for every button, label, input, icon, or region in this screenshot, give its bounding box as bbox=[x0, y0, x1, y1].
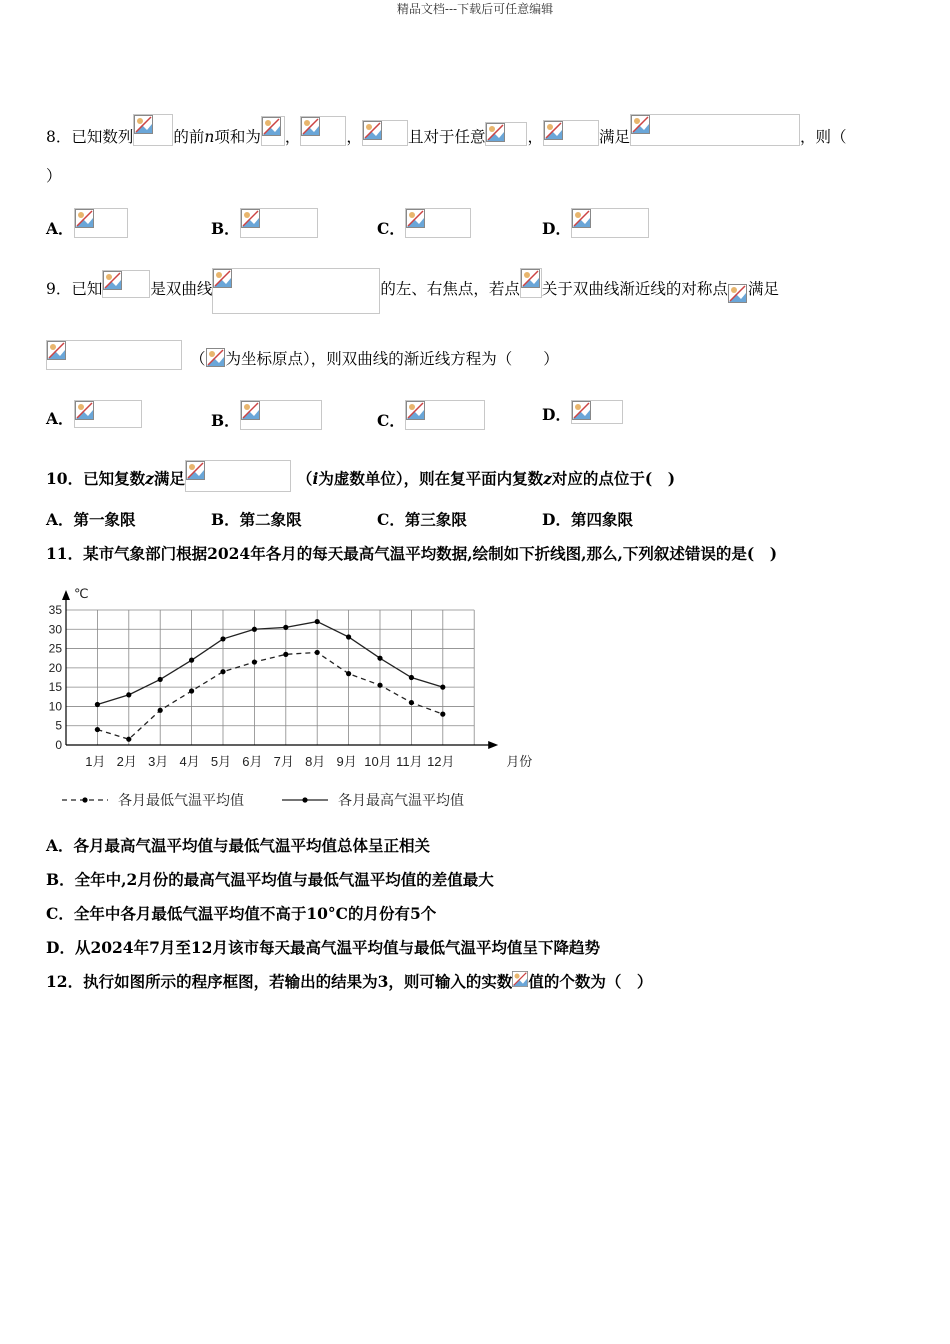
data-point-min bbox=[220, 669, 225, 674]
data-point-min bbox=[126, 737, 131, 742]
y-tick-label: 10 bbox=[48, 699, 62, 714]
q8-option-b: B． bbox=[211, 208, 318, 239]
formula-image bbox=[240, 400, 322, 430]
broken-image-icon bbox=[103, 271, 122, 290]
page-header: 精品文档---下载后可任意编辑 bbox=[396, 2, 554, 16]
chart-series bbox=[95, 619, 446, 742]
data-point-max bbox=[315, 619, 320, 624]
broken-image-icon bbox=[486, 123, 505, 142]
q10-option-a: A．第一象限 bbox=[46, 510, 136, 529]
data-point-max bbox=[220, 636, 225, 641]
x-tick-label: 5月 bbox=[210, 754, 232, 769]
y-tick-label: 30 bbox=[48, 622, 62, 637]
broken-image-icon bbox=[572, 401, 591, 420]
x-tick-label: 8月 bbox=[305, 754, 326, 769]
q9-option-b: B． bbox=[211, 400, 322, 431]
legend-marker bbox=[302, 797, 307, 802]
formula-image bbox=[74, 400, 142, 428]
q9-line1: 9．已知 是双曲线 的左、右焦点，若点 关于双曲线渐近线的对称点 满足 bbox=[46, 268, 779, 314]
broken-image-icon bbox=[186, 461, 205, 480]
broken-image-icon bbox=[544, 121, 563, 140]
x-tick-label: 6月 bbox=[242, 754, 263, 769]
x-tick-label: 4月 bbox=[179, 754, 200, 769]
y-unit-label: ℃ bbox=[74, 586, 89, 601]
formula-image bbox=[630, 114, 800, 146]
x-axis-arrow bbox=[488, 741, 498, 749]
formula-image bbox=[405, 400, 485, 430]
chart-ticks bbox=[49, 586, 533, 769]
broken-image-icon bbox=[47, 341, 66, 360]
q12-stem: 12．执行如图所示的程序框图，若输出的结果为3，则可输入的实数 值的个数为（ ） bbox=[46, 972, 653, 991]
data-point-min bbox=[95, 727, 100, 732]
temperature-line-chart bbox=[40, 584, 540, 816]
data-point-min bbox=[377, 683, 382, 688]
q9-option-c: C． bbox=[377, 400, 485, 431]
formula-image bbox=[728, 284, 748, 306]
broken-image-icon bbox=[572, 209, 591, 228]
broken-image-icon bbox=[363, 121, 382, 140]
data-point-min bbox=[440, 712, 445, 717]
broken-image-icon bbox=[75, 401, 94, 420]
x-tick-label: 12月 bbox=[427, 754, 455, 769]
data-point-min bbox=[283, 652, 288, 657]
broken-image-icon bbox=[521, 269, 540, 288]
data-point-min bbox=[189, 688, 194, 693]
q10-option-d: D．第四象限 bbox=[542, 510, 633, 529]
formula-image bbox=[543, 120, 599, 146]
formula-image bbox=[405, 208, 471, 238]
q9-option-d: D． bbox=[542, 400, 623, 425]
legend-marker bbox=[82, 797, 87, 802]
q11-option-a: A．各月最高气温平均值与最低气温平均值总体呈正相关 bbox=[46, 836, 431, 855]
broken-image-icon bbox=[213, 269, 232, 288]
q11-stem: 11．某市气象部门根据2024年各月的每天最高气温平均数据,绘制如下折线图,那么,下列叙述错误的是( ) bbox=[46, 544, 778, 563]
data-point-min bbox=[409, 700, 414, 705]
y-tick-label: 5 bbox=[55, 718, 62, 733]
legend-label: 各月最低气温平均值 bbox=[118, 792, 244, 808]
formula-image bbox=[133, 114, 173, 146]
data-point-max bbox=[95, 702, 100, 707]
formula-image bbox=[185, 460, 291, 492]
y-tick-label: 25 bbox=[48, 641, 62, 656]
broken-image-icon bbox=[631, 115, 650, 134]
data-point-max bbox=[158, 677, 163, 682]
q11-option-c: C．全年中各月最低气温平均值不高于10°C的月份有5个 bbox=[46, 904, 437, 923]
data-point-max bbox=[126, 692, 131, 697]
data-point-max bbox=[377, 656, 382, 661]
x-axis-label: 月份 bbox=[506, 754, 533, 769]
formula-image bbox=[485, 122, 527, 146]
broken-image-icon bbox=[301, 117, 320, 136]
x-tick-label: 3月 bbox=[148, 754, 169, 769]
data-point-max bbox=[252, 627, 257, 632]
broken-image-icon bbox=[406, 401, 425, 420]
data-point-max bbox=[440, 685, 445, 690]
y-tick-label: 35 bbox=[48, 603, 62, 617]
q11-option-d: D．从2024年7月至12月该市每天最高气温平均值与最低气温平均值呈下降趋势 bbox=[46, 938, 600, 957]
broken-image-icon bbox=[75, 209, 94, 228]
q10-option-c: C．第三象限 bbox=[377, 510, 467, 529]
broken-image-icon bbox=[206, 348, 225, 367]
formula-image bbox=[571, 400, 623, 424]
formula-image bbox=[571, 208, 649, 238]
broken-image-icon bbox=[241, 401, 260, 420]
broken-image-icon bbox=[512, 971, 528, 987]
x-tick-label: 11月 bbox=[396, 754, 423, 769]
x-tick-label: 2月 bbox=[116, 754, 137, 769]
x-tick-label: 1月 bbox=[85, 754, 106, 769]
q9-option-a: A． bbox=[46, 400, 142, 429]
q10-option-b: B．第二象限 bbox=[211, 510, 302, 529]
formula-image bbox=[300, 116, 346, 146]
q10-line: 10．已知复数z满足 （i为虚数单位），则在复平面内复数z对应的点位于( ) bbox=[46, 460, 675, 492]
x-tick-label: 10月 bbox=[364, 754, 392, 769]
y-tick-label: 20 bbox=[48, 660, 62, 675]
chart-legend bbox=[62, 792, 464, 808]
formula-image bbox=[74, 208, 128, 238]
data-point-max bbox=[189, 658, 194, 663]
data-point-max bbox=[409, 675, 414, 680]
legend-label: 各月最高气温平均值 bbox=[338, 792, 464, 808]
formula-image bbox=[46, 340, 182, 370]
y-axis-arrow bbox=[62, 590, 70, 600]
data-point-min bbox=[346, 671, 351, 676]
data-point-min bbox=[315, 650, 320, 655]
formula-image bbox=[512, 971, 528, 991]
broken-image-icon bbox=[241, 209, 260, 228]
formula-image bbox=[102, 270, 150, 298]
formula-image bbox=[212, 268, 380, 314]
q8-option-d: D． bbox=[542, 208, 649, 239]
y-tick-label: 0 bbox=[55, 738, 62, 752]
broken-image-icon bbox=[406, 209, 425, 228]
formula-image bbox=[362, 120, 408, 146]
q9-line2: （ 为坐标原点），则双曲线的渐近线方程为（ ） bbox=[46, 340, 559, 370]
q8-option-c: C． bbox=[377, 208, 471, 239]
x-tick-label: 9月 bbox=[336, 754, 357, 769]
broken-image-icon bbox=[262, 117, 281, 136]
broken-image-icon bbox=[134, 115, 153, 134]
series-line-max bbox=[97, 622, 442, 705]
data-point-max bbox=[283, 625, 288, 630]
chart-axes bbox=[62, 590, 498, 749]
formula-image bbox=[520, 268, 542, 298]
data-point-min bbox=[252, 659, 257, 664]
x-tick-label: 7月 bbox=[273, 754, 294, 769]
q11-option-b: B．全年中,2月份的最高气温平均值与最低气温平均值的差值最大 bbox=[46, 870, 494, 889]
formula-image bbox=[206, 348, 226, 368]
data-point-min bbox=[158, 708, 163, 713]
y-tick-label: 15 bbox=[48, 680, 62, 695]
q8-option-a: A． bbox=[46, 208, 128, 239]
q8-line1: 8．已知数列 的前n项和为 ， ， 且对于任意 ， 满足 ，则（ bbox=[46, 114, 847, 147]
data-point-max bbox=[346, 634, 351, 639]
broken-image-icon bbox=[728, 284, 747, 303]
formula-image bbox=[240, 208, 318, 238]
formula-image bbox=[261, 116, 285, 146]
q8-line2: ） bbox=[46, 167, 62, 185]
